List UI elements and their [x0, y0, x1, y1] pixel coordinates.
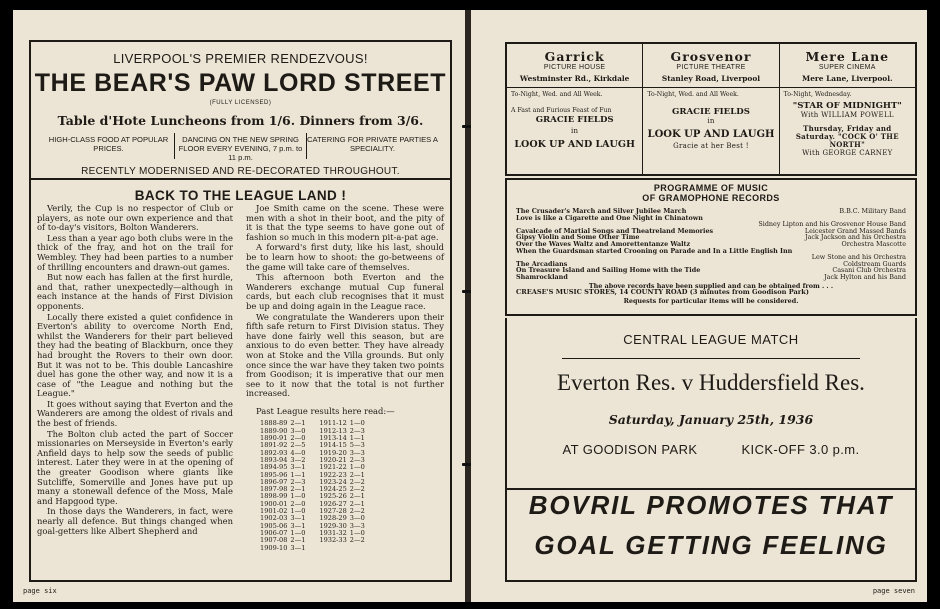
cinema-address: Mere Lane, Liverpool.	[802, 74, 893, 83]
cinema-extra: Gracie at her Best !	[673, 142, 749, 150]
record-title: Shamrockland	[516, 272, 568, 281]
score: 2—0	[290, 434, 306, 443]
article-box	[29, 178, 452, 582]
ad-col-dancing: DANCING ON THE NEW SPRING FLOOR EVERY EVENING, 7 p.m. to 11 p.m.	[174, 133, 307, 159]
bovril-line2: GOAL GETTING FEELING	[534, 530, 888, 560]
programme-title: PROGRAMME OF MUSIC	[653, 183, 769, 193]
score: 1—0	[349, 528, 365, 537]
cinema-adverts	[505, 42, 917, 176]
cinema-star: "STAR OF MIDNIGHT"	[792, 101, 902, 111]
match-kickoff: KICK-OFF 3.0 p.m.	[741, 442, 860, 457]
cinema-extra: With GEORGE CARNEY	[802, 149, 893, 157]
season: 1913-14	[319, 434, 347, 443]
score: 2—3	[290, 477, 306, 486]
ad-subtitle: (FULLY LICENSED)	[209, 100, 272, 106]
divider	[507, 87, 642, 88]
bovril-advert	[505, 484, 917, 582]
article-paragraph: It goes without saying that Everton and the Wanderers are among the oldest of rivals and the best of friends.	[37, 398, 233, 429]
score: 1—0	[290, 528, 306, 537]
score: 1—1	[290, 470, 306, 479]
match-venue: AT GOODISON PARK	[562, 442, 698, 457]
season	[319, 545, 349, 552]
season: 1900-01	[260, 499, 288, 508]
score: 1—0	[290, 507, 306, 516]
score: 2—1	[349, 470, 365, 479]
record-artist: Lew Stone and his Orchestra	[811, 253, 906, 262]
ad-title: THE BEAR'S PAW LORD STREET	[34, 69, 447, 97]
season: 1921-22	[319, 463, 347, 472]
bovril-line1: BOVRIL PROMOTES THAT	[528, 490, 894, 520]
ad-tagline: LIVERPOOL'S PREMIER RENDEZVOUS!	[113, 51, 368, 66]
season: 1898-99	[260, 492, 288, 501]
results-row	[260, 545, 379, 552]
match-date: Saturday, January 25th, 1936	[608, 412, 814, 427]
article-paragraph: Less than a year ago both clubs were in the thick of the fray, and hot on the trail for Wembley. They had been parties to a number of thrilling encounters and drawn-out games.	[37, 232, 233, 272]
season: 1890-91	[260, 434, 288, 443]
score: 2—1	[290, 536, 306, 545]
ad-col-catering: CATERING FOR PRIVATE PARTIES A SPECIALITY.	[307, 135, 438, 153]
record-artist: B.B.C. Military Band	[839, 207, 906, 215]
article-paragraph: Joe Smith came on the scene. These were men with a shot in their boot, and the pity of it is that the type seems to have gone out of fashion so much in this modern pit-a-pat age.	[246, 203, 444, 242]
programme-note: The above records have been supplied and can be obtained from . . .	[588, 281, 834, 290]
cinema-kind: PICTURE THEATRE	[676, 64, 746, 71]
bears-paw-advert	[29, 40, 452, 180]
score: 1—0	[290, 492, 306, 501]
record-artist: Coldstream Guards	[843, 259, 906, 268]
season: 1901-02	[260, 507, 288, 516]
ad-lunch-prices: Table d'Hote Luncheons from 1/6. Dinners from 3/6.	[57, 113, 424, 128]
article-paragraph: We congratulate the Wanderers upon their fifth safe return to First Division status. They have done fairly well this season, but are anxious to do even better. They have already won at Stoke and the Villa grounds. But only once since the war have they taken two points from Goodison; it is imperative that our men see to it now that the total is not further increased.	[246, 311, 444, 399]
score: 2—2	[349, 477, 365, 486]
record-artist: Casani Club Orchestra	[832, 266, 906, 275]
score: 2—3	[349, 455, 365, 464]
article-right-column	[246, 204, 444, 552]
season: 1895-96	[260, 470, 288, 479]
season: 1922-23	[319, 470, 347, 479]
article-paragraph: This afternoon both Everton and the Wanderers exchange mutual Cup funeral cards, but each club recognises that it must be up and doing again in the League race.	[246, 272, 444, 311]
record-row	[516, 274, 906, 281]
cinema-address: Stanley Road, Liverpool	[661, 74, 761, 83]
score: 2—1	[349, 499, 365, 508]
season: 1892-93	[260, 448, 288, 457]
cinema-link: in	[570, 127, 579, 135]
programme-store: CREASE'S MUSIC STORES, 14 COUNTY ROAD (3 minutes from Goodison Park)	[516, 288, 809, 297]
gramophone-programme	[505, 178, 917, 316]
results-heading: Past League results here read:—	[256, 405, 395, 416]
left-page	[13, 10, 465, 602]
score: 2—1	[290, 485, 306, 494]
season: 1928-29	[319, 514, 347, 523]
season: 1896-97	[260, 477, 288, 486]
season: 1889-90	[260, 426, 288, 435]
record-title: Over the Waves Waltz and Amorettentanze Waltz	[516, 239, 691, 248]
score: 2—1	[349, 492, 365, 501]
score: 1—1	[349, 434, 365, 443]
match-heading: CENTRAL LEAGUE MATCH	[623, 332, 799, 347]
article-title: BACK TO THE LEAGUE LAND !	[134, 188, 347, 203]
score: 1—0	[349, 419, 365, 428]
record-artist: Jack Jackson and his Orchestra	[805, 233, 906, 242]
score: 3—2	[290, 455, 306, 464]
record-title: When the Guardsman started Crooning on Parade and In a Little English Inn	[516, 246, 793, 255]
season: 1909-10	[260, 543, 288, 552]
record-title: The Crusader's March and Silver Jubilee March	[516, 207, 687, 215]
season: 1926-27	[319, 499, 347, 508]
cinema-star: GRACIE FIELDS	[672, 107, 750, 117]
score: 3—0	[349, 514, 365, 523]
record-title: The Arcadians	[516, 259, 568, 268]
cinema-line: To-Night, Wed. and All Week.	[511, 91, 603, 98]
score: 3—1	[290, 463, 306, 472]
season: 1919-20	[319, 448, 347, 457]
season: 1923-24	[319, 477, 347, 486]
folio-right: page seven	[872, 587, 915, 595]
article-paragraph: Verily, the Cup is no respector of Club or players, as note our own experience and that of to-day's visitors, Bolton Wanderers.	[37, 203, 233, 233]
cinema-link: in	[707, 117, 715, 125]
cinema-kind: PICTURE HOUSE	[543, 64, 606, 71]
cinema-film: LOOK UP AND LAUGH	[514, 139, 635, 150]
article-paragraph: A forward's first duty, like his last, should be to learn how to shoot: the go-betweens of the game will take care of themselves.	[246, 242, 444, 272]
record-title: Cavalcade of Martial Songs and Theatreland Memories	[516, 226, 714, 235]
cinema-line: To-Night, Wednesday.	[783, 91, 852, 98]
score: 3—3	[349, 448, 365, 457]
season: 1925-26	[319, 492, 347, 501]
season: 1888-89	[260, 419, 288, 428]
ad-columns	[43, 133, 438, 162]
article-paragraph: In those days the Wanderers, in fact, were nearly all defence. But things changed when goal-getters like Albert Shepherd and	[37, 506, 233, 536]
cinema-name: Mere Lane	[805, 49, 890, 64]
record-artist: Leicester Grand Massed Bands	[804, 226, 906, 235]
ad-col-food: HIGH-CLASS FOOD AT POPULAR PRICES.	[48, 135, 169, 153]
season: 1931-32	[319, 528, 347, 537]
cinema-film: Thursday, Friday and Saturday. "COCK O' THE NORTH"	[795, 124, 899, 149]
cinema-star: GRACIE FIELDS	[535, 115, 614, 125]
cinema-name: Grosvenor	[670, 49, 752, 64]
record-artist: Sidney Lipton and his Grosvenor House Band	[758, 220, 906, 229]
season: 1912-13	[319, 426, 347, 435]
score: 2—2	[349, 536, 365, 545]
programme-subtitle: OF GRAMOPHONE RECORDS	[642, 193, 780, 203]
match-teams: Everton Res. v Huddersfield Res.	[557, 370, 865, 395]
season: 1894-95	[260, 463, 288, 472]
article-paragraph: Locally there existed a quiet confidence in Everton's ability to overcome North End, whilst the Wanderers for their part believed they had the beating of Blackburn, once they had brought the Rovers to their own door. But it was not to be. This double Lancashire duel has gone the other way, and now it is a case of "the League and nothing but the League."	[37, 311, 233, 399]
cinema-garrick	[507, 44, 642, 174]
season: 1924-25	[319, 485, 347, 494]
score: 3—3	[349, 521, 365, 530]
record-title: On Treasure Island and Sailing Home with the Tide	[516, 266, 701, 275]
right-page	[471, 10, 927, 602]
match-notice	[505, 318, 917, 490]
score: 3—0	[290, 426, 306, 435]
season: 1914-15	[319, 441, 347, 450]
cinema-link: With WILLIAM POWELL	[800, 111, 894, 119]
record-title: Gipsy Violin and Some Other Time	[516, 233, 640, 242]
divider	[643, 87, 778, 88]
cinema-line: To-Night, Wed. and All Week.	[647, 91, 739, 98]
season: 1906-07	[260, 528, 288, 537]
cinema-kind: SUPER CINEMA	[818, 64, 876, 71]
ad-footer: RECENTLY MODERNISED AND RE-DECORATED THROUGHOUT.	[81, 166, 400, 177]
season: 1911-12	[319, 419, 347, 428]
article-left-column	[37, 204, 233, 537]
score: 2—2	[349, 507, 365, 516]
score: 4—0	[290, 448, 306, 457]
article-paragraph: But now each has fallen at the first hurdle, and that, rather unexpectedly—although in each instance at the hands of First Division opponents.	[37, 272, 233, 311]
season: 1905-06	[260, 521, 288, 530]
cinema-address: Westminster Rd., Kirkdale	[519, 74, 630, 83]
season: 1897-98	[260, 485, 288, 494]
record-title: Love is like a Cigarette and One Night in Chinatown	[516, 213, 703, 222]
score: 3—1	[290, 514, 306, 523]
season: 1932-33	[319, 536, 347, 545]
score: 2—2	[349, 485, 365, 494]
score: 5—3	[349, 441, 365, 450]
match-venue-time	[507, 442, 915, 457]
divider	[780, 87, 915, 88]
score: 2—5	[290, 441, 306, 450]
season: 1891-92	[260, 441, 288, 450]
cinema-mere-lane	[779, 44, 915, 174]
cinema-grosvenor	[642, 44, 778, 174]
season: 1929-30	[319, 521, 347, 530]
season: 1927-28	[319, 507, 347, 516]
season: 1920-21	[319, 455, 347, 464]
score	[350, 545, 379, 552]
record-artist: Orchestra Mascotte	[841, 239, 906, 248]
score: 3—1	[290, 543, 306, 552]
divider	[562, 358, 860, 359]
score: 2—1	[290, 419, 306, 428]
cinema-line: A Fast and Furious Feast of Fun	[511, 107, 612, 114]
folio-left: page six	[23, 587, 57, 595]
season: 1907-08	[260, 536, 288, 545]
record-artist: Jack Hylton and his Band	[824, 272, 906, 281]
score: 2—0	[290, 499, 306, 508]
score: 1—0	[349, 463, 365, 472]
season: 1902-03	[260, 514, 288, 523]
cinema-film: LOOK UP AND LAUGH	[647, 129, 775, 140]
programme-requests: Requests for particular items will be considered.	[623, 296, 799, 305]
score: 3—1	[290, 521, 306, 530]
score: 2—3	[349, 426, 365, 435]
record-list	[516, 208, 906, 304]
season: 1893-94	[260, 455, 288, 464]
results-table	[260, 420, 379, 551]
cinema-name: Garrick	[544, 49, 605, 64]
article-paragraph: The Bolton club acted the part of Soccer missionaries on Merseyside in Everton's early Anfield days to help sow the seeds of public interest. Later they were in at the opening of the greater Goodison where giants like Sutcliffe, Somerville and Jones have put up many a stonewall defence of the Moss, Male and Hapgood type.	[37, 428, 233, 506]
